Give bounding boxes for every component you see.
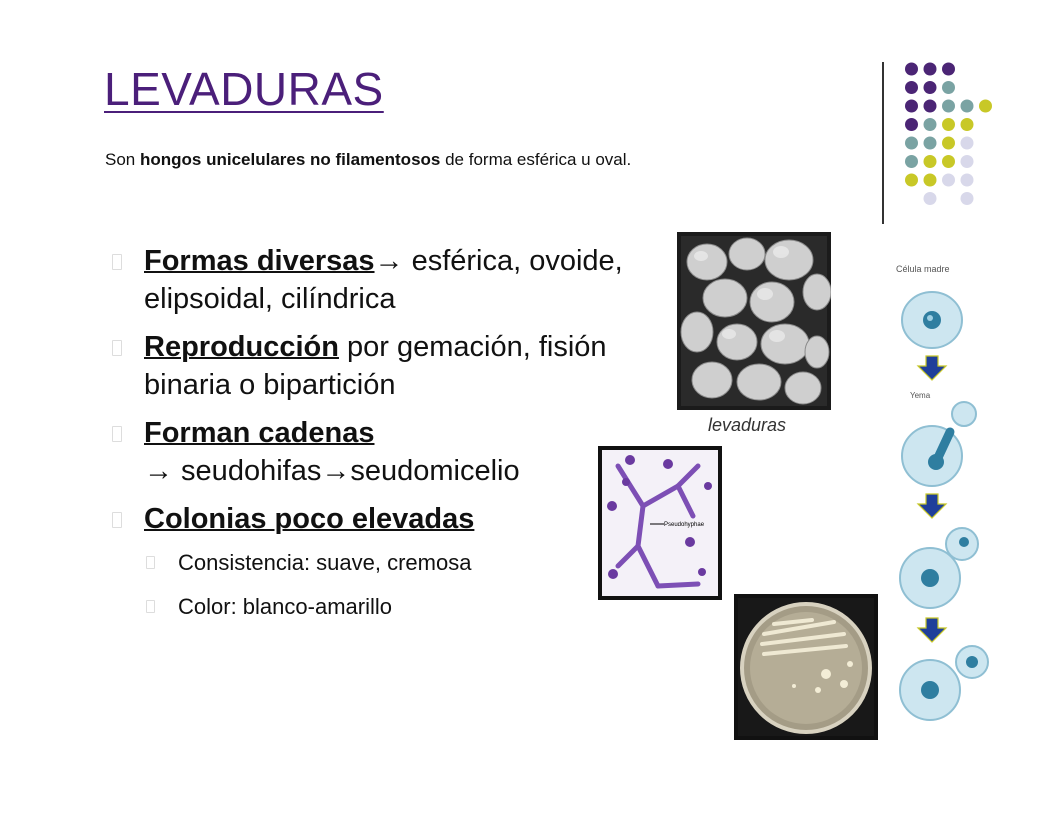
- sub-bullet-marker: [146, 600, 155, 613]
- decorative-dot: [979, 100, 992, 113]
- slide-title: LEVADURAS: [104, 63, 384, 115]
- decorative-dot: [924, 100, 937, 113]
- bullet-marker: [112, 512, 122, 528]
- yeast-image-caption: levaduras: [708, 415, 787, 435]
- pseudohyphae-label: Pseudohyphae: [664, 522, 705, 528]
- decorative-dot: [905, 63, 918, 76]
- bullet-list: [108, 242, 648, 636]
- decorative-dot: [942, 63, 955, 76]
- mother-cell-label: Célula madre: [896, 264, 950, 274]
- decorative-dot: [905, 137, 918, 150]
- bullet-item: [108, 242, 648, 318]
- decorative-dot: [942, 137, 955, 150]
- yeast-micrograph-image: [677, 232, 831, 410]
- decorative-dot: [942, 100, 955, 113]
- sub-bullet-text: Color: blanco-amarillo: [178, 594, 392, 619]
- decorative-dot: [961, 155, 974, 168]
- budding-diagram: [892, 256, 992, 726]
- subtitle-prefix: Son: [105, 150, 140, 169]
- decorative-dot: [961, 174, 974, 187]
- decorative-dot: [905, 100, 918, 113]
- bullet-item: [108, 500, 648, 538]
- subtitle-bold: hongos unicelulares no filamentosos: [139, 150, 441, 169]
- bullet-text: → esférica, ovoide, elipsoidal, cilíndrica: [144, 245, 623, 315]
- bullet-lead: Colonias poco elevadas: [144, 503, 475, 535]
- bullet-item: [108, 328, 648, 404]
- decorative-dot: [942, 174, 955, 187]
- decorative-dot: [905, 174, 918, 187]
- decorative-dot: [905, 81, 918, 94]
- decorative-dot: [924, 155, 937, 168]
- bullet-marker: [112, 340, 122, 356]
- bullet-text: por gemación, fisión binaria o bipartición: [144, 331, 607, 401]
- decorative-dot: [924, 63, 937, 76]
- bullet-marker: [112, 426, 122, 442]
- decorative-dot: [961, 137, 974, 150]
- decorative-dot: [924, 192, 937, 205]
- bullet-lead: Forman cadenas: [144, 417, 375, 449]
- decorative-dot: [924, 137, 937, 150]
- decorative-dot: [961, 100, 974, 113]
- bullet-marker: [112, 254, 122, 270]
- decorative-dot: [924, 118, 937, 131]
- bullet-lead: Formas diversas: [144, 245, 375, 277]
- slide-subtitle: [105, 150, 631, 170]
- bud-label-text: Yema: [910, 391, 931, 400]
- decorative-dot: [961, 118, 974, 131]
- bullet-text: → seudohifas→seudomicelio: [144, 455, 520, 487]
- sub-bullet-text: Consistencia: suave, cremosa: [178, 550, 472, 575]
- petri-dish-image: [734, 594, 878, 740]
- bullet-lead: Reproducción: [144, 331, 339, 363]
- decorative-dot: [942, 118, 955, 131]
- pseudohyphae-image: [598, 446, 722, 600]
- decorative-dot: [924, 174, 937, 187]
- sub-bullet-item: [108, 592, 648, 622]
- bullet-item: [108, 414, 648, 490]
- subtitle-suffix: de forma esférica u oval.: [440, 150, 632, 169]
- decorative-dot: [942, 81, 955, 94]
- decorative-dot: [905, 155, 918, 168]
- decorative-dot: [905, 118, 918, 131]
- decorative-dot: [961, 192, 974, 205]
- sub-bullet-marker: [146, 556, 155, 569]
- decorative-dot: [924, 81, 937, 94]
- decorative-dot: [942, 155, 955, 168]
- decorative-divider: [882, 62, 884, 224]
- sub-bullet-item: [108, 548, 648, 578]
